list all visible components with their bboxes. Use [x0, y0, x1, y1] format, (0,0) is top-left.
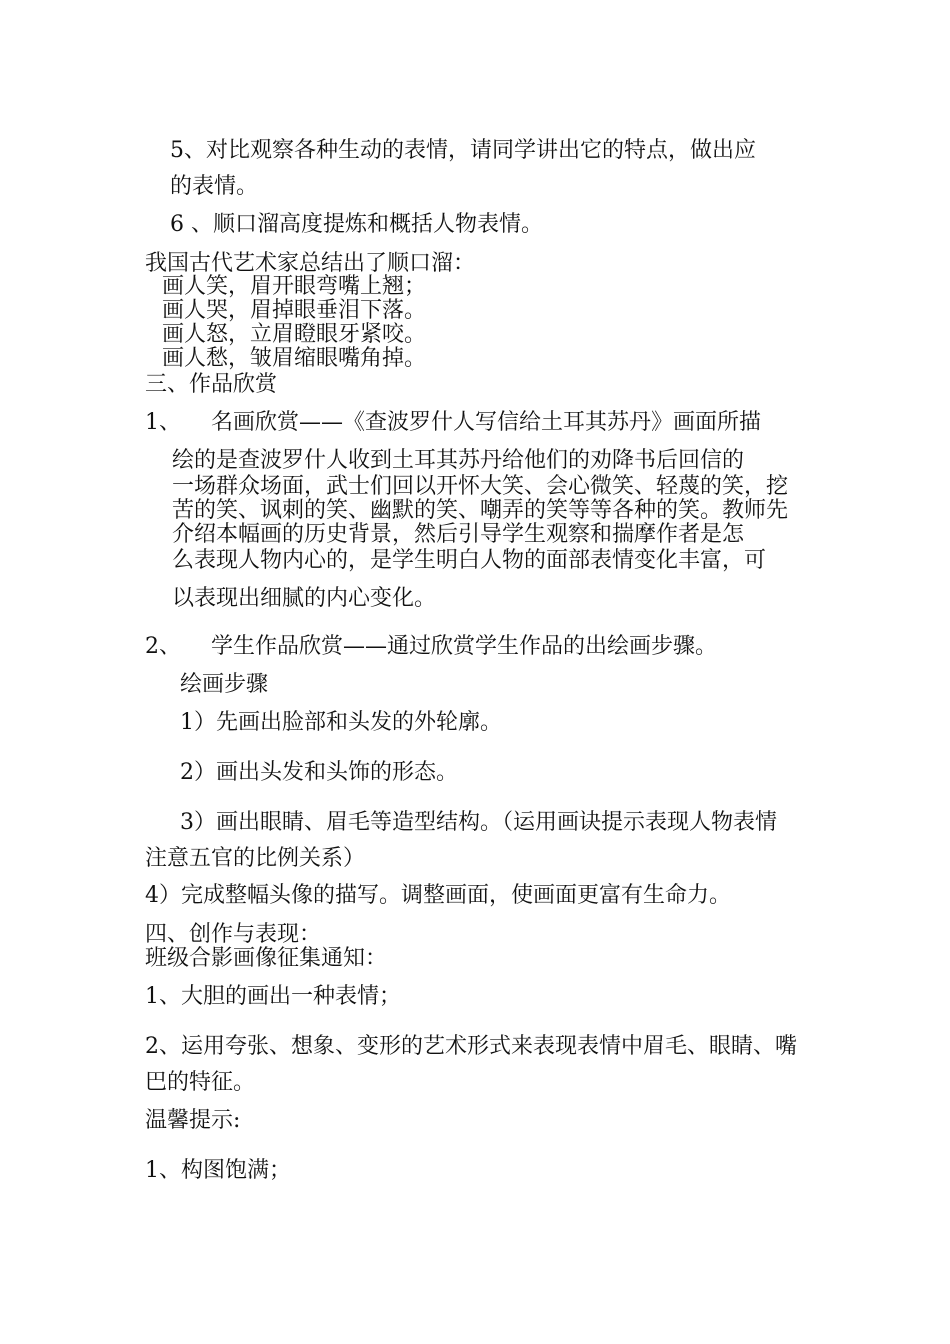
list-item: 1、大胆的画出一种表情； — [145, 984, 401, 1009]
subheading: 温馨提示: — [145, 1108, 241, 1133]
rhyme-line: 画人哭，眉掉眼垂泪下落。 — [162, 298, 427, 323]
text-line: 名画欣赏——《查波罗什人写信给土耳其苏丹》画面所描 — [211, 410, 762, 435]
section-heading: 四、创作与表现： — [145, 922, 322, 947]
text-line: 介绍本幅画的历史背景，然后引导学生观察和揣摩作者是怎 — [172, 522, 745, 547]
step-item: 2）画出头发和头饰的形态。 — [180, 760, 458, 785]
list-item: 2、运用夸张、想象、变形的艺术形式来表现表情中眉毛、眼睛、嘴 — [145, 1034, 797, 1059]
section-heading: 三、作品欣赏 — [145, 372, 278, 397]
text-line: 学生作品欣赏——通过欣赏学生作品的出绘画步骤。 — [211, 634, 718, 659]
list-item: 1、构图饱满； — [145, 1158, 291, 1183]
text-line: 以表现出细腻的内心变化。 — [172, 586, 437, 611]
rhyme-line: 画人笑，眉开眼弯嘴上翘； — [162, 274, 427, 299]
text-line: 苦的笑、讽刺的笑、幽默的笑、嘲弄的笑等等各种的笑。教师先 — [172, 498, 789, 523]
list-number: 1、 — [145, 410, 181, 435]
step-item: 3）画出眼睛、眉毛等造型结构。（运用画诀提示表现人物表情 — [180, 810, 777, 835]
text-line: 的表情。 — [170, 174, 259, 199]
text-line: 绘的是查波罗什人收到土耳其苏丹给他们的劝降书后回信的 — [172, 448, 745, 473]
text-line: 注意五官的比例关系） — [145, 846, 366, 871]
text-line: 班级合影画像征集通知： — [145, 946, 388, 971]
text-line: 5、对比观察各种生动的表情，请同学讲出它的特点，做出应 — [170, 138, 756, 163]
list-number: 2、 — [145, 634, 181, 659]
text-line: 我国古代艺术家总结出了顺口溜： — [145, 251, 476, 276]
step-item: 4）完成整幅头像的描写。调整画面，使画面更富有生命力。 — [145, 883, 731, 908]
text-line: 6 、顺口溜高度提炼和概括人物表情。 — [170, 212, 543, 237]
step-item: 1）先画出脸部和头发的外轮廓。 — [180, 710, 502, 735]
text-line: 一场群众场面，武士们回以开怀大笑、会心微笑、轻蔑的笑，挖 — [172, 474, 789, 499]
text-line: 么表现人物内心的，是学生明白人物的面部表情变化丰富，可 — [172, 548, 767, 573]
text-line: 巴的特征。 — [145, 1070, 256, 1095]
rhyme-line: 画人愁，皱眉缩眼嘴角掉。 — [162, 346, 427, 371]
subheading: 绘画步骤 — [180, 672, 269, 697]
rhyme-line: 画人怒，立眉瞪眼牙紧咬。 — [162, 322, 427, 347]
